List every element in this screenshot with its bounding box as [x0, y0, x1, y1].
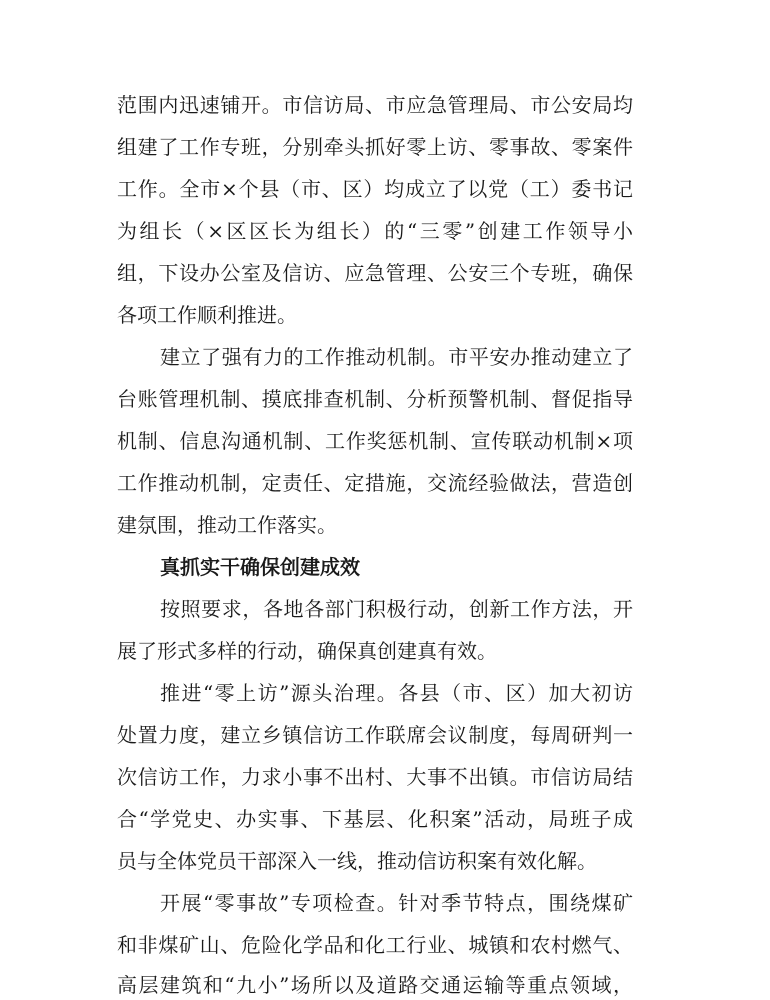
paragraph-line: 展了形式多样的行动，确保真创建真有效。: [117, 639, 497, 663]
paragraph-line: 员与全体党员干部深入一线，推动信访积案有效化解。: [117, 849, 597, 873]
section-heading: 真抓实干确保创建成效: [160, 555, 360, 579]
paragraph-line: 次信访工作，力求小事不出村、大事不出镇。市信访局结: [117, 765, 633, 789]
paragraph-line: 按照要求，各地各部门积极行动，创新工作方法，开: [160, 597, 633, 621]
paragraph-line: 组，下设办公室及信访、应急管理、公安三个专班，确保: [117, 261, 633, 285]
paragraph-line: 机制、信息沟通机制、工作奖惩机制、宣传联动机制×项: [117, 429, 633, 453]
paragraph-line: 各项工作顺利推进。: [117, 303, 297, 327]
paragraph-line: 工作。全市×个县（市、区）均成立了以党（工）委书记: [117, 177, 633, 201]
paragraph-line: 台账管理机制、摸底排查机制、分析预警机制、督促指导: [117, 387, 633, 411]
paragraph-line: 和非煤矿山、危险化学品和化工行业、城镇和农村燃气、: [117, 933, 633, 957]
paragraph-line: 推进“零上访”源头治理。各县（市、区）加大初访: [160, 681, 633, 705]
paragraph-line: 处置力度，建立乡镇信访工作联席会议制度，每周研判一: [117, 723, 633, 747]
paragraph-line: 工作推动机制，定责任、定措施，交流经验做法，营造创: [117, 471, 633, 495]
paragraph-line: 组建了工作专班，分别牵头抓好零上访、零事故、零案件: [117, 135, 633, 159]
paragraph-line: 建立了强有力的工作推动机制。市平安办推动建立了: [160, 345, 633, 369]
paragraph-line: 开展“零事故”专项检查。针对季节特点，围绕煤矿: [160, 891, 633, 915]
paragraph-line: 高层建筑和“九小”场所以及道路交通运输等重点领域，: [117, 974, 633, 997]
paragraph-line: 合“学党史、办实事、下基层、化积案”活动，局班子成: [117, 807, 633, 831]
paragraph-line: 为组长（×区区长为组长）的“三零”创建工作领导小: [117, 219, 633, 243]
paragraph-line: 建氛围，推动工作落实。: [117, 513, 337, 537]
paragraph-line: 范围内迅速铺开。市信访局、市应急管理局、市公安局均: [117, 93, 633, 117]
